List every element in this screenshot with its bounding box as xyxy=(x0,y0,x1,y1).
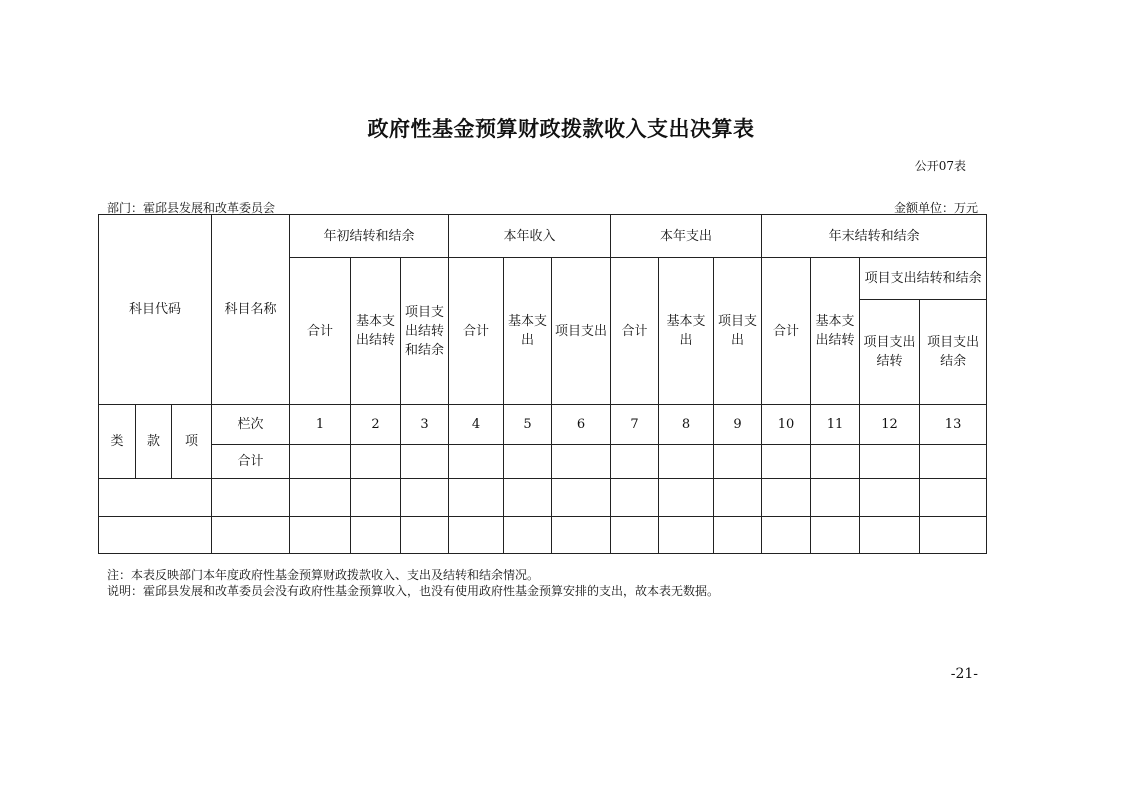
table-explanation: 说明：霍邱县发展和改革委员会没有政府性基金预算收入，也没有使用政府性基金预算安排的支出，故本表无数据。 xyxy=(107,584,720,598)
column-number: 7 xyxy=(611,405,659,445)
unit-label: 金额单位：万元 xyxy=(893,201,978,215)
column-number: 12 xyxy=(860,405,920,445)
column-number: 1 xyxy=(290,405,351,445)
table-cell xyxy=(762,479,811,517)
table-cell xyxy=(504,517,552,554)
table-row xyxy=(99,517,987,554)
table-cell xyxy=(401,517,449,554)
header-begin-project: 项目支出结转和结余 xyxy=(401,258,449,405)
header-end-basic: 基本支出结转 xyxy=(811,258,860,405)
table-cell xyxy=(290,517,351,554)
budget-table xyxy=(98,214,987,554)
page-title: 政府性基金预算财政拨款收入支出决算表 xyxy=(367,117,755,141)
header-begin-total: 合计 xyxy=(290,258,351,405)
table-cell xyxy=(351,445,401,479)
table-cell xyxy=(212,479,290,517)
table-cell xyxy=(920,517,987,554)
header-lei: 类 xyxy=(99,405,136,479)
header-xiang: 项 xyxy=(172,405,212,479)
header-begin-balance: 年初结转和结余 xyxy=(290,215,449,258)
table-cell xyxy=(860,445,920,479)
table-cell xyxy=(401,445,449,479)
total-row-label: 合计 xyxy=(212,445,290,479)
table-cell xyxy=(290,479,351,517)
table-cell xyxy=(714,479,762,517)
table-code: 公开07表 xyxy=(914,159,966,173)
column-number: 9 xyxy=(714,405,762,445)
table-cell xyxy=(449,517,504,554)
table-cell xyxy=(611,517,659,554)
column-number: 4 xyxy=(449,405,504,445)
header-expenditure: 本年支出 xyxy=(611,215,762,258)
header-end-balance: 年末结转和结余 xyxy=(762,215,987,258)
header-subject-name: 科目名称 xyxy=(212,215,290,405)
table-cell xyxy=(99,517,212,554)
table-cell xyxy=(290,445,351,479)
table-cell xyxy=(351,517,401,554)
table-cell xyxy=(99,479,212,517)
table-cell xyxy=(611,445,659,479)
header-end-project-carryover: 项目支出结转 xyxy=(860,300,920,405)
table-cell xyxy=(449,445,504,479)
header-subject-code: 科目代码 xyxy=(99,215,212,405)
table-cell xyxy=(659,445,714,479)
header-income: 本年收入 xyxy=(449,215,611,258)
table-cell xyxy=(811,517,860,554)
page-number: -21- xyxy=(950,666,978,682)
column-number: 3 xyxy=(401,405,449,445)
table-cell xyxy=(552,445,611,479)
department-label: 部门：霍邱县发展和改革委员会 xyxy=(107,201,276,215)
table-cell xyxy=(659,479,714,517)
table-cell xyxy=(714,445,762,479)
header-income-total: 合计 xyxy=(449,258,504,405)
table-cell xyxy=(504,445,552,479)
header-exp-total: 合计 xyxy=(611,258,659,405)
table-cell xyxy=(811,445,860,479)
table-cell xyxy=(762,517,811,554)
column-number: 5 xyxy=(504,405,552,445)
header-end-project-group: 项目支出结转和结余 xyxy=(860,258,987,300)
table-cell xyxy=(212,517,290,554)
table-cell xyxy=(920,479,987,517)
column-number: 11 xyxy=(811,405,860,445)
table-row xyxy=(99,479,987,517)
table-cell xyxy=(552,517,611,554)
table-cell xyxy=(860,517,920,554)
header-end-total: 合计 xyxy=(762,258,811,405)
column-number: 10 xyxy=(762,405,811,445)
header-income-basic: 基本支出 xyxy=(504,258,552,405)
table-cell xyxy=(714,517,762,554)
column-number: 13 xyxy=(920,405,987,445)
table-cell xyxy=(401,479,449,517)
table-cell xyxy=(860,479,920,517)
column-index-label: 栏次 xyxy=(212,405,290,445)
header-income-project: 项目支出 xyxy=(552,258,611,405)
table-cell xyxy=(811,479,860,517)
table-cell xyxy=(611,479,659,517)
table-cell xyxy=(920,445,987,479)
table-note: 注：本表反映部门本年度政府性基金预算财政拨款收入、支出及结转和结余情况。 xyxy=(107,568,540,582)
header-exp-basic: 基本支出 xyxy=(659,258,714,405)
table-cell xyxy=(449,479,504,517)
header-end-project-balance: 项目支出结余 xyxy=(920,300,987,405)
column-number: 8 xyxy=(659,405,714,445)
table-cell xyxy=(659,517,714,554)
column-number: 2 xyxy=(351,405,401,445)
table-cell xyxy=(504,479,552,517)
header-begin-basic: 基本支出结转 xyxy=(351,258,401,405)
header-kuan: 款 xyxy=(136,405,172,479)
column-number: 6 xyxy=(552,405,611,445)
table-cell xyxy=(552,479,611,517)
header-exp-project: 项目支出 xyxy=(714,258,762,405)
table-cell xyxy=(351,479,401,517)
table-cell xyxy=(762,445,811,479)
